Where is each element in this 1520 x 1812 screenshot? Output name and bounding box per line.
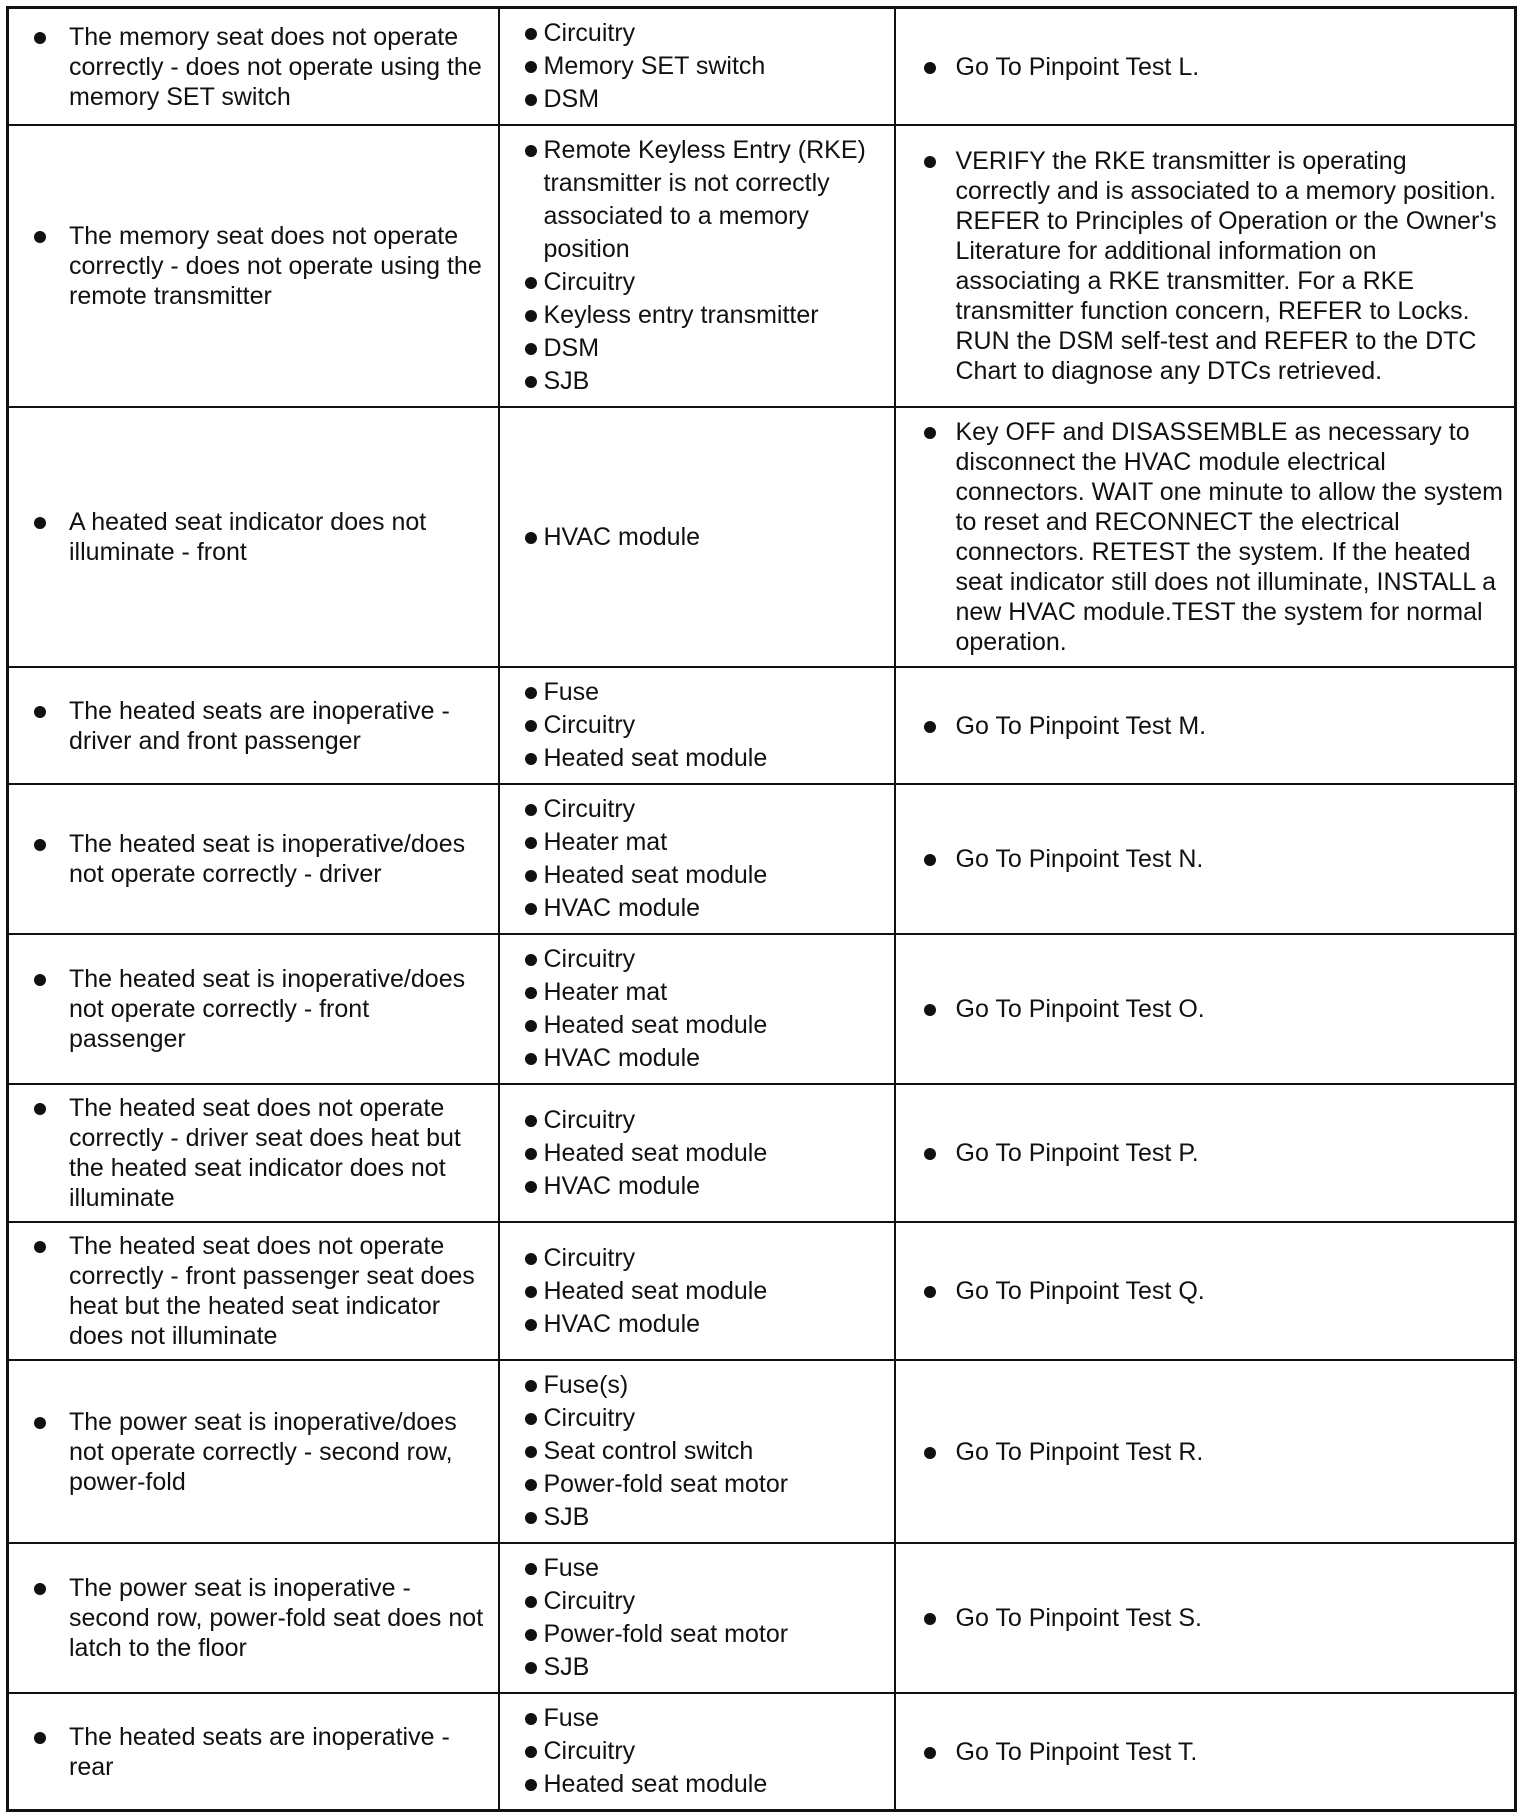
cause-item: Remote Keyless Entry (RKE) transmitter is not correctly associated to a memory position [514,134,884,266]
cause-item: Circuitry [514,1735,884,1768]
table-row [8,934,1516,1084]
cause-item: Circuitry [514,17,884,50]
action-text: VERIFY the RKE transmitter is operating correctly and is associated to a memory position. REFER to Principles of Operation or the Owner's Literature for additional information on associating a RKE transmitter. For a RKE transmitter function concern, REFER to Locks. RUN the DSM self-test and REFER to the DTC Chart to diagnose any DTCs retrieved. [910,146,1505,386]
action-cell [895,407,1516,667]
action-text: Go To Pinpoint Test O. [910,994,1505,1024]
cause-item: Fuse [514,1552,884,1585]
action-cell [895,934,1516,1084]
table-row [8,784,1516,934]
causes-cell [499,8,895,126]
symptom-text: The heated seats are inoperative - driver and front passenger [23,696,488,756]
cause-item: Heated seat module [514,1275,884,1308]
cause-item: Power-fold seat motor [514,1618,884,1651]
causes-cell [499,407,895,667]
table-row [8,1693,1516,1811]
action-text: Key OFF and DISASSEMBLE as necessary to disconnect the HVAC module electrical connectors. WAIT one minute to allow the system to reset and RECONNECT the electrical connectors. RETEST the system. If the heated seat indicator still does not illuminate, INSTALL a new HVAC module.TEST the system for normal operation. [910,417,1505,657]
action-text: Go To Pinpoint Test S. [910,1603,1505,1633]
cause-item: Heater mat [514,826,884,859]
symptom-cell [8,784,499,934]
cause-item: Seat control switch [514,1435,884,1468]
action-cell [895,1084,1516,1222]
cause-item: HVAC module [514,1170,884,1203]
cause-item: Circuitry [514,266,884,299]
cause-item: Heated seat module [514,859,884,892]
symptom-text: The memory seat does not operate correctly - does not operate using the remote transmitter [23,221,488,311]
cause-item: Keyless entry transmitter [514,299,884,332]
action-text: Go To Pinpoint Test L. [910,52,1505,82]
causes-cell [499,1084,895,1222]
symptom-text: A heated seat indicator does not illuminate - front [23,507,488,567]
symptom-cell [8,1693,499,1811]
action-cell [895,667,1516,784]
action-cell [895,1360,1516,1543]
causes-cell [499,1360,895,1543]
causes-cell [499,125,895,407]
causes-cell [499,934,895,1084]
cause-item: Circuitry [514,1585,884,1618]
causes-cell [499,1693,895,1811]
action-text: Go To Pinpoint Test N. [910,844,1505,874]
symptom-text: The heated seat does not operate correctly - front passenger seat does heat but the heated seat indicator does not illuminate [23,1231,488,1351]
cause-item: HVAC module [514,1042,884,1075]
cause-item: Circuitry [514,1242,884,1275]
cause-item: Heated seat module [514,1137,884,1170]
cause-item: Circuitry [514,1104,884,1137]
symptom-cell [8,934,499,1084]
cause-item: Heater mat [514,976,884,1009]
symptom-text: The power seat is inoperative - second row, power-fold seat does not latch to the floor [23,1573,488,1663]
action-text: Go To Pinpoint Test M. [910,711,1505,741]
cause-item: Heated seat module [514,1009,884,1042]
cause-item: Heated seat module [514,1768,884,1801]
cause-item: Power-fold seat motor [514,1468,884,1501]
action-cell [895,125,1516,407]
cause-item: SJB [514,1651,884,1684]
cause-item: Fuse(s) [514,1369,884,1402]
symptom-text: The heated seats are inoperative - rear [23,1722,488,1782]
symptom-cell [8,667,499,784]
cause-item: DSM [514,332,884,365]
action-text: Go To Pinpoint Test P. [910,1138,1505,1168]
cause-item: HVAC module [514,892,884,925]
table-row [8,1360,1516,1543]
action-cell [895,1693,1516,1811]
cause-item: Memory SET switch [514,50,884,83]
action-cell [895,784,1516,934]
causes-cell [499,1222,895,1360]
action-cell [895,1543,1516,1693]
action-text: Go To Pinpoint Test Q. [910,1276,1505,1306]
symptom-cell [8,8,499,126]
cause-item: Heated seat module [514,742,884,775]
action-text: Go To Pinpoint Test R. [910,1437,1505,1467]
symptom-cell [8,1222,499,1360]
cause-item: Circuitry [514,1402,884,1435]
action-text: Go To Pinpoint Test T. [910,1737,1505,1767]
symptom-chart-table [6,6,1517,1812]
symptom-cell [8,407,499,667]
diagnostic-table-wrapper [6,6,1514,1812]
cause-item: Fuse [514,1702,884,1735]
table-row [8,125,1516,407]
cause-item: HVAC module [514,521,884,554]
cause-item: Fuse [514,676,884,709]
symptom-text: The heated seat is inoperative/does not operate correctly - driver [23,829,488,889]
cause-item: Circuitry [514,709,884,742]
cause-item: HVAC module [514,1308,884,1341]
symptom-text: The heated seat is inoperative/does not operate correctly - front passenger [23,964,488,1054]
table-row [8,1222,1516,1360]
causes-cell [499,1543,895,1693]
cause-item: Circuitry [514,793,884,826]
symptom-cell [8,1084,499,1222]
causes-cell [499,667,895,784]
symptom-text: The memory seat does not operate correctly - does not operate using the memory SET switch [23,22,488,112]
cause-item: SJB [514,1501,884,1534]
symptom-cell [8,1543,499,1693]
table-row [8,1084,1516,1222]
action-cell [895,1222,1516,1360]
cause-item: SJB [514,365,884,398]
symptom-text: The heated seat does not operate correctly - driver seat does heat but the heated seat indicator does not illuminate [23,1093,488,1213]
table-row [8,407,1516,667]
cause-item: DSM [514,83,884,116]
symptom-cell [8,125,499,407]
causes-cell [499,784,895,934]
table-row [8,667,1516,784]
symptom-text: The power seat is inoperative/does not operate correctly - second row, power-fold [23,1407,488,1497]
table-row [8,8,1516,126]
symptom-cell [8,1360,499,1543]
table-row [8,1543,1516,1693]
action-cell [895,8,1516,126]
cause-item: Circuitry [514,943,884,976]
